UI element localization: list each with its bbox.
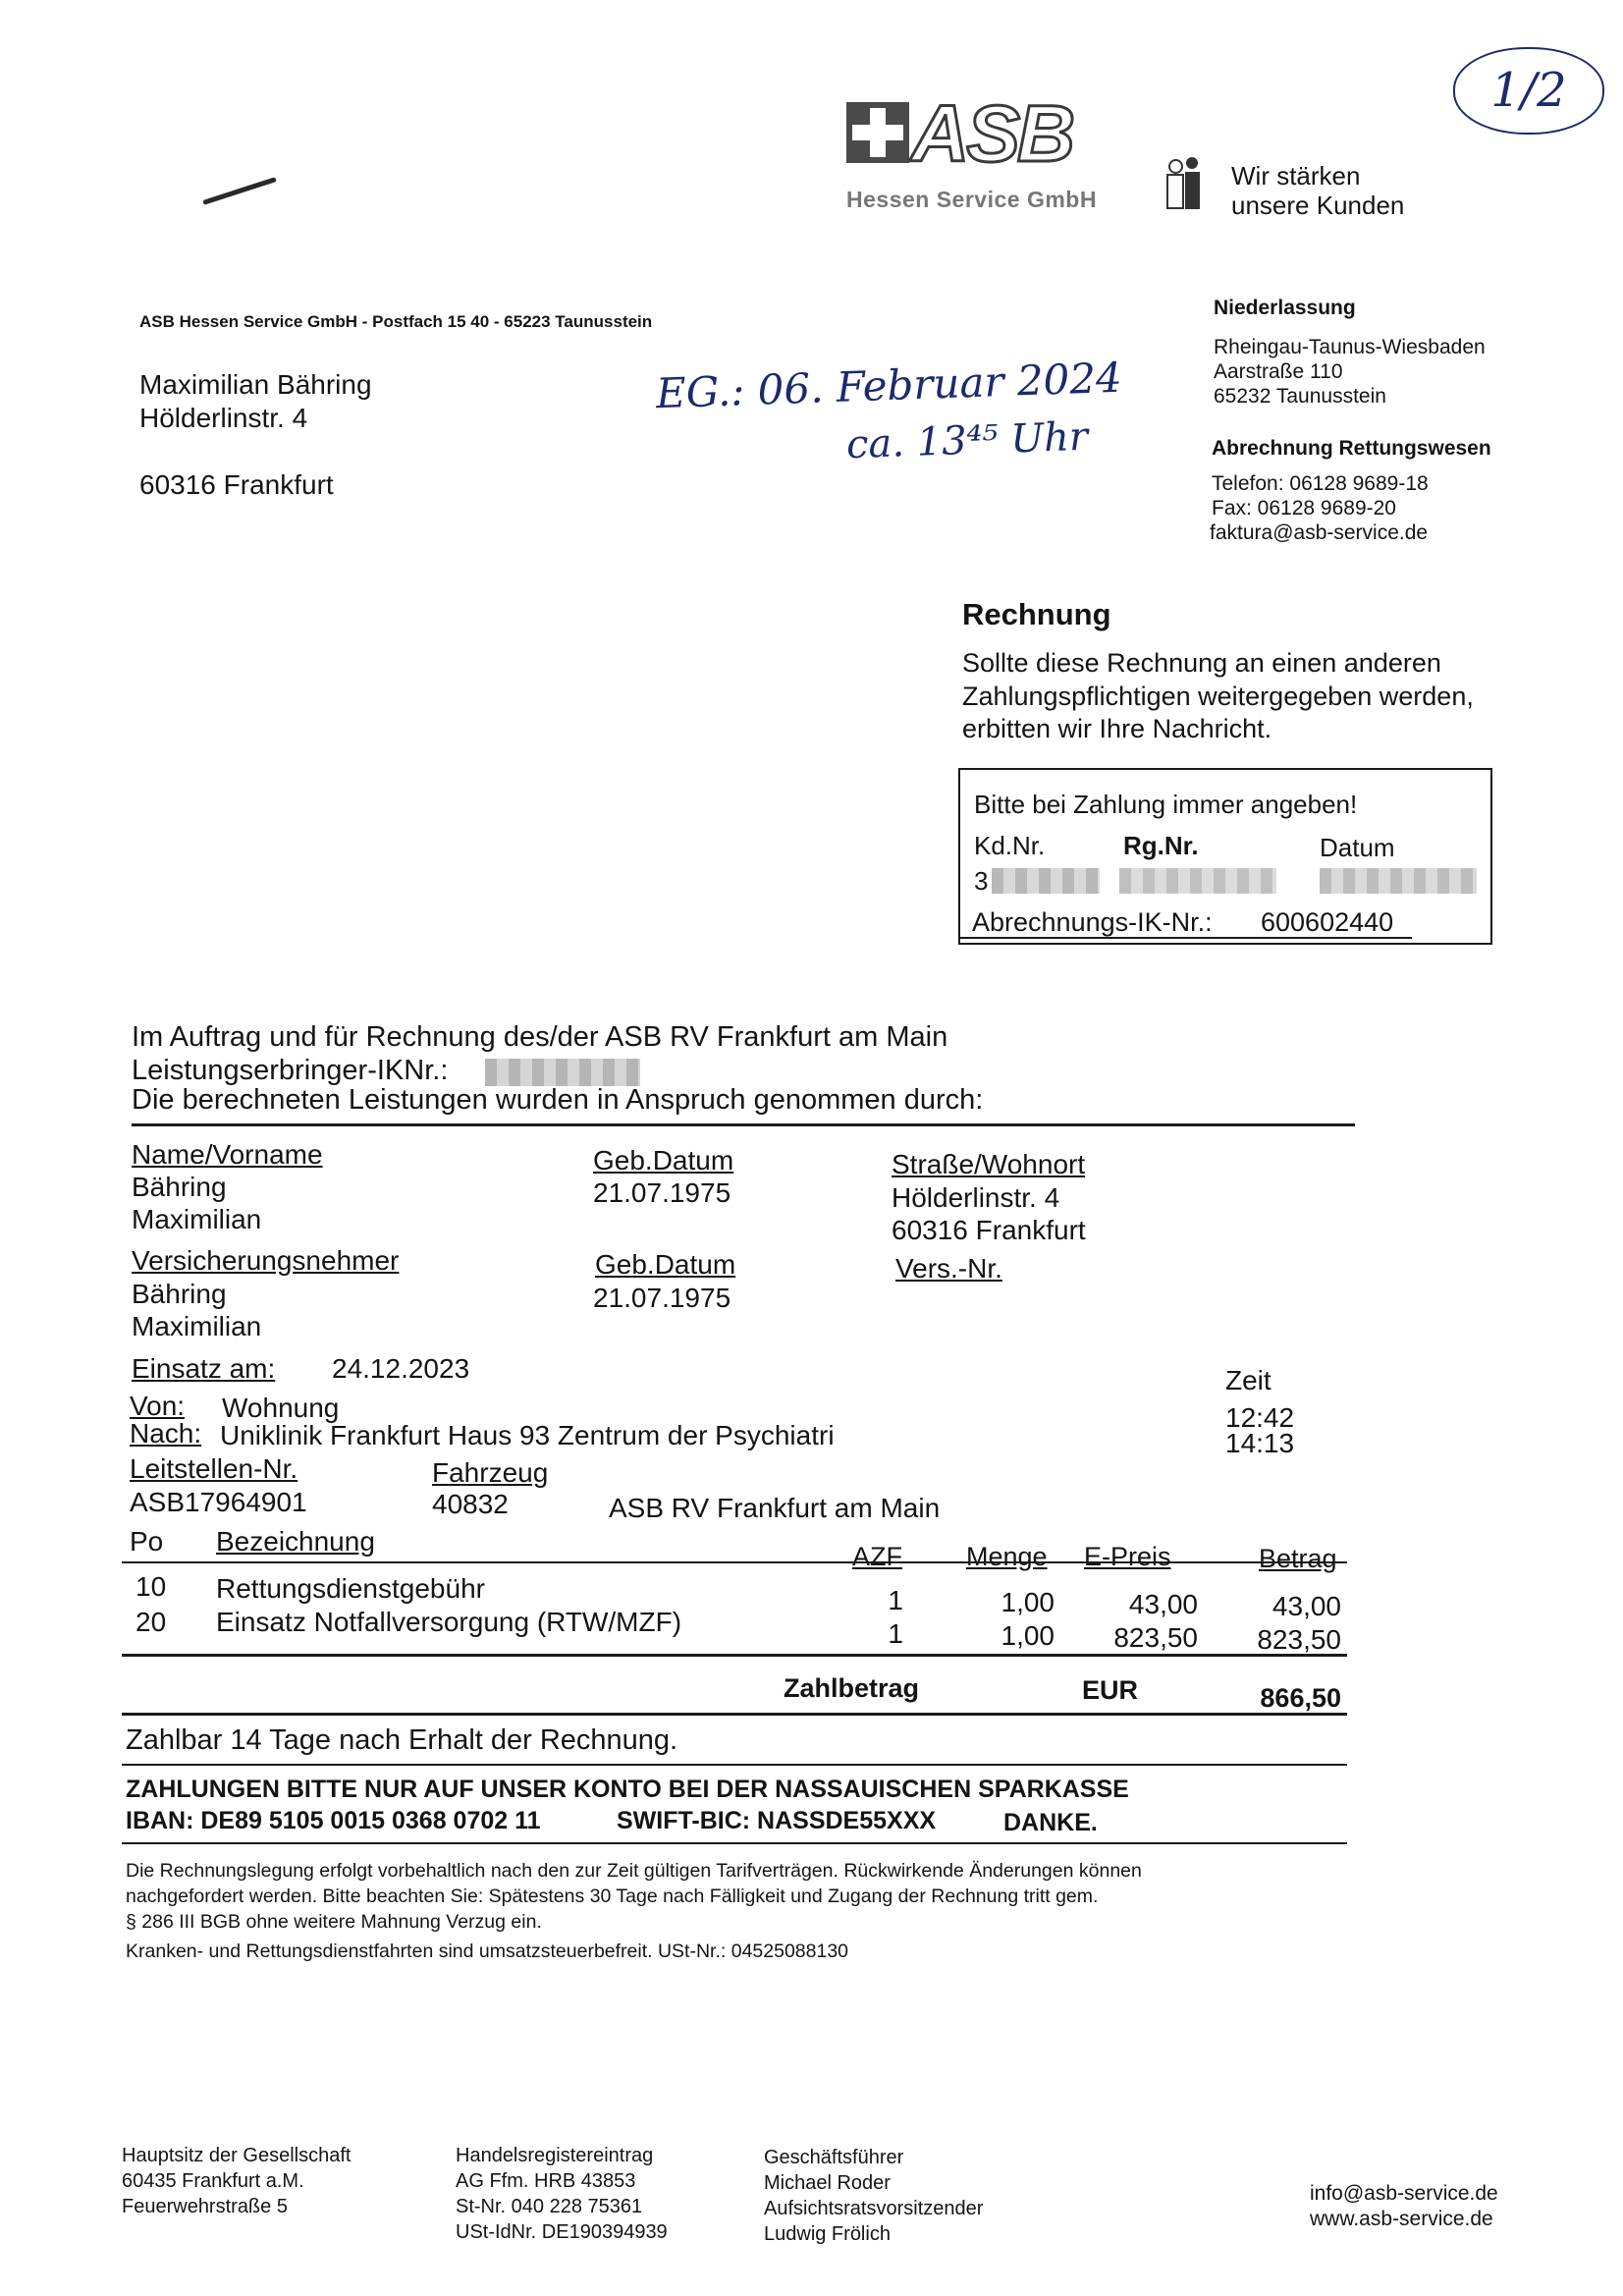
table-body-divider	[122, 1654, 1347, 1657]
customer-no-label: Kd.Nr.	[974, 831, 1046, 860]
invoice-note-line2: Zahlungspflichtigen weitergegeben werden,	[962, 682, 1474, 711]
total-amount: 866,50	[1260, 1683, 1341, 1713]
row-pos: 10	[135, 1571, 167, 1602]
dispatch-no-label: Leitstellen-Nr.	[130, 1453, 298, 1484]
recipient-name: Maximilian Bähring	[139, 369, 372, 400]
total-divider	[122, 1713, 1347, 1716]
provider-ik-redacted	[485, 1059, 640, 1086]
from-label: Von:	[130, 1391, 186, 1421]
pen-mark	[202, 177, 277, 205]
from-location: Wohnung	[222, 1393, 340, 1423]
branch-fax: Fax: 06128 9689-20	[1212, 497, 1396, 519]
patient-city: 60316 Frankfurt	[892, 1215, 1086, 1245]
patient-name-label: Name/Vorname	[132, 1139, 323, 1170]
row-azf: 1	[888, 1618, 903, 1649]
sender-line: ASB Hessen Service GmbH - Postfach 15 40 - 65223 Taunusstein	[139, 312, 653, 331]
tax-number: St-Nr. 040 228 75361	[456, 2196, 643, 2217]
samaritan-cross-icon	[846, 102, 909, 163]
terms-divider	[122, 1764, 1347, 1766]
asb-logo	[846, 89, 1141, 216]
row-qty: 1,00	[1001, 1587, 1055, 1617]
branch-name: Rheingau-Taunus-Wiesbaden	[1214, 336, 1486, 358]
handwritten-note-time: ca. 13⁴⁵ Uhr	[845, 413, 1089, 468]
to-location: Uniklinik Frankfurt Haus 93 Zentrum der Psychiatri	[220, 1420, 835, 1450]
vehicle-label: Fahrzeug	[432, 1457, 549, 1488]
patient-street: Hölderlinstr. 4	[892, 1182, 1060, 1213]
total-currency: EUR	[1082, 1675, 1139, 1705]
invoice-no-label: Rg.Nr.	[1123, 831, 1199, 860]
customer-no-redacted	[992, 868, 1100, 894]
swift-bic: SWIFT-BIC: NASSDE55XXX	[617, 1807, 937, 1834]
col-header-unit: E-Preis	[1084, 1542, 1171, 1571]
branch-street: Aarstraße 110	[1214, 360, 1343, 383]
col-header-desc: Bezeichnung	[216, 1526, 375, 1557]
payment-ref-heading: Bitte bei Zahlung immer angeben!	[974, 790, 1358, 819]
row-desc: Einsatz Notfallversorgung (RTW/MZF)	[216, 1607, 682, 1637]
management-label: Geschäftsführer	[764, 2147, 904, 2168]
row-desc: Rettungsdienstgebühr	[216, 1573, 485, 1604]
row-qty: 1,00	[1001, 1620, 1055, 1651]
board-label: Aufsichtsratsvorsitzender	[764, 2198, 984, 2219]
invoice-note-line3: erbitten wir Ihre Nachricht.	[962, 714, 1272, 743]
operator-name: ASB RV Frankfurt am Main	[609, 1493, 941, 1523]
services-used-line: Die berechneten Leistungen wurden in Anspruch genommen durch:	[132, 1084, 984, 1116]
branch-email: faktura@asb-service.de	[1210, 521, 1429, 544]
insured-firstname: Maximilian	[132, 1311, 262, 1341]
recipient-city: 60316 Frankfurt	[139, 469, 334, 500]
time-start: 12:42	[1225, 1402, 1295, 1433]
patient-dob-label: Geb.Datum	[593, 1145, 734, 1175]
table-header-divider	[122, 1561, 1347, 1563]
board-name: Ludwig Frölich	[764, 2223, 891, 2245]
branch-heading: Niederlassung	[1214, 297, 1356, 319]
policy-no-label: Vers.-Nr.	[895, 1253, 1002, 1284]
footer-website[interactable]: www.asb-service.de	[1310, 2208, 1493, 2230]
legal-line1: Die Rechnungslegung erfolgt vorbehaltlich nach den zur Zeit gültigen Tarifverträgen. Rückwirkende Änderungen können	[126, 1860, 1142, 1882]
insured-dob-label: Geb.Datum	[595, 1249, 736, 1280]
payment-reference-box	[958, 768, 1492, 945]
page-mark	[1453, 47, 1604, 135]
col-header-qty: Menge	[966, 1542, 1048, 1571]
row-amount: 823,50	[1257, 1624, 1341, 1655]
insured-surname: Bähring	[132, 1279, 227, 1309]
row-amount: 43,00	[1271, 1591, 1341, 1621]
ik-underline	[960, 937, 1412, 939]
branch-phone: Telefon: 06128 9689-18	[1212, 472, 1429, 495]
invoice-title: Rechnung	[962, 597, 1111, 631]
handwritten-note-date: EG.: 06. Februar 2024	[655, 353, 1123, 418]
bank-line: ZAHLUNGEN BITTE NUR AUF UNSER KONTO BEI DER NASSAUISCHEN SPARKASSE	[126, 1776, 1129, 1803]
patient-dob: 21.07.1975	[593, 1177, 731, 1208]
iban: IBAN: DE89 5105 0015 0368 0702 11	[126, 1807, 541, 1834]
footer-email[interactable]: info@asb-service.de	[1310, 2182, 1498, 2205]
payment-terms: Zahlbar 14 Tage nach Erhalt der Rechnung.	[126, 1724, 678, 1756]
patient-address-label: Straße/Wohnort	[892, 1149, 1086, 1179]
legal-line3: § 286 III BGB ohne weitere Mahnung Verzug ein.	[126, 1911, 542, 1933]
col-header-azf: AZF	[852, 1542, 902, 1571]
patient-surname: Bähring	[132, 1172, 227, 1202]
insured-dob: 21.07.1975	[593, 1283, 731, 1313]
page-mark-text: 1/2	[1490, 63, 1567, 118]
customer-no-prefix: 3	[974, 866, 989, 896]
row-unit-price: 823,50	[1113, 1622, 1198, 1653]
hq-label: Hauptsitz der Gesellschaft	[122, 2145, 352, 2166]
provider-ik-label: Leistungserbringer-IKNr.:	[132, 1055, 449, 1086]
legal-line4: Kranken- und Rettungsdienstfahrten sind umsatzsteuerbefreit. USt-Nr.: 04525088130	[126, 1941, 849, 1962]
billing-dept-heading: Abrechnung Rettungswesen	[1212, 437, 1491, 460]
divider-top	[132, 1123, 1355, 1126]
branch-city: 65232 Taunusstein	[1214, 385, 1386, 408]
dispatch-no: ASB17964901	[130, 1487, 307, 1517]
date-redacted	[1320, 868, 1477, 894]
recipient-street: Hölderlinstr. 4	[139, 403, 308, 433]
logo-brand: ASB	[911, 89, 1073, 179]
bank-divider	[122, 1842, 1347, 1844]
insured-label: Versicherungsnehmer	[132, 1245, 400, 1276]
time-end: 14:13	[1225, 1428, 1295, 1458]
register-label: Handelsregistereintrag	[456, 2145, 654, 2166]
col-header-pos: Po	[130, 1526, 164, 1557]
total-label: Zahlbetrag	[784, 1673, 920, 1703]
hq-street: Feuerwehrstraße 5	[122, 2196, 288, 2217]
vehicle-no: 40832	[432, 1489, 509, 1519]
invoice-note-line1: Sollte diese Rechnung an einen anderen	[962, 648, 1441, 678]
vat-id: USt-IdNr. DE190394939	[456, 2221, 668, 2243]
row-unit-price: 43,00	[1128, 1589, 1198, 1619]
legal-line2: nachgefordert werden. Bitte beachten Sie: Spätestens 30 Tage nach Fälligkeit und Zugang der Rechnung tritt gem.	[126, 1886, 1099, 1907]
thanks-text: DANKE.	[1003, 1809, 1098, 1836]
people-icon	[1166, 157, 1202, 212]
row-pos: 20	[135, 1607, 167, 1637]
billing-ik-value: 600602440	[1261, 907, 1394, 937]
time-label: Zeit	[1225, 1365, 1271, 1395]
management-name: Michael Roder	[764, 2172, 891, 2194]
logo-subtitle: Hessen Service GmbH	[846, 187, 1097, 212]
mission-date: 24.12.2023	[332, 1353, 470, 1384]
date-label: Datum	[1320, 833, 1395, 862]
to-label: Nach:	[130, 1418, 202, 1449]
patient-firstname: Maximilian	[132, 1204, 262, 1234]
col-header-amount: Betrag	[1259, 1544, 1337, 1573]
invoice-no-redacted	[1119, 868, 1276, 894]
hq-city: 60435 Frankfurt a.M.	[122, 2170, 304, 2192]
register-court: AG Ffm. HRB 43853	[456, 2170, 636, 2192]
order-line: Im Auftrag und für Rechnung des/der ASB RV Frankfurt am Main	[132, 1021, 948, 1053]
row-azf: 1	[888, 1585, 903, 1615]
mission-date-label: Einsatz am:	[132, 1353, 276, 1384]
slogan-line1: Wir stärken	[1231, 161, 1361, 191]
billing-ik-label: Abrechnungs-IK-Nr.:	[972, 907, 1213, 937]
slogan-line2: unsere Kunden	[1231, 191, 1405, 220]
